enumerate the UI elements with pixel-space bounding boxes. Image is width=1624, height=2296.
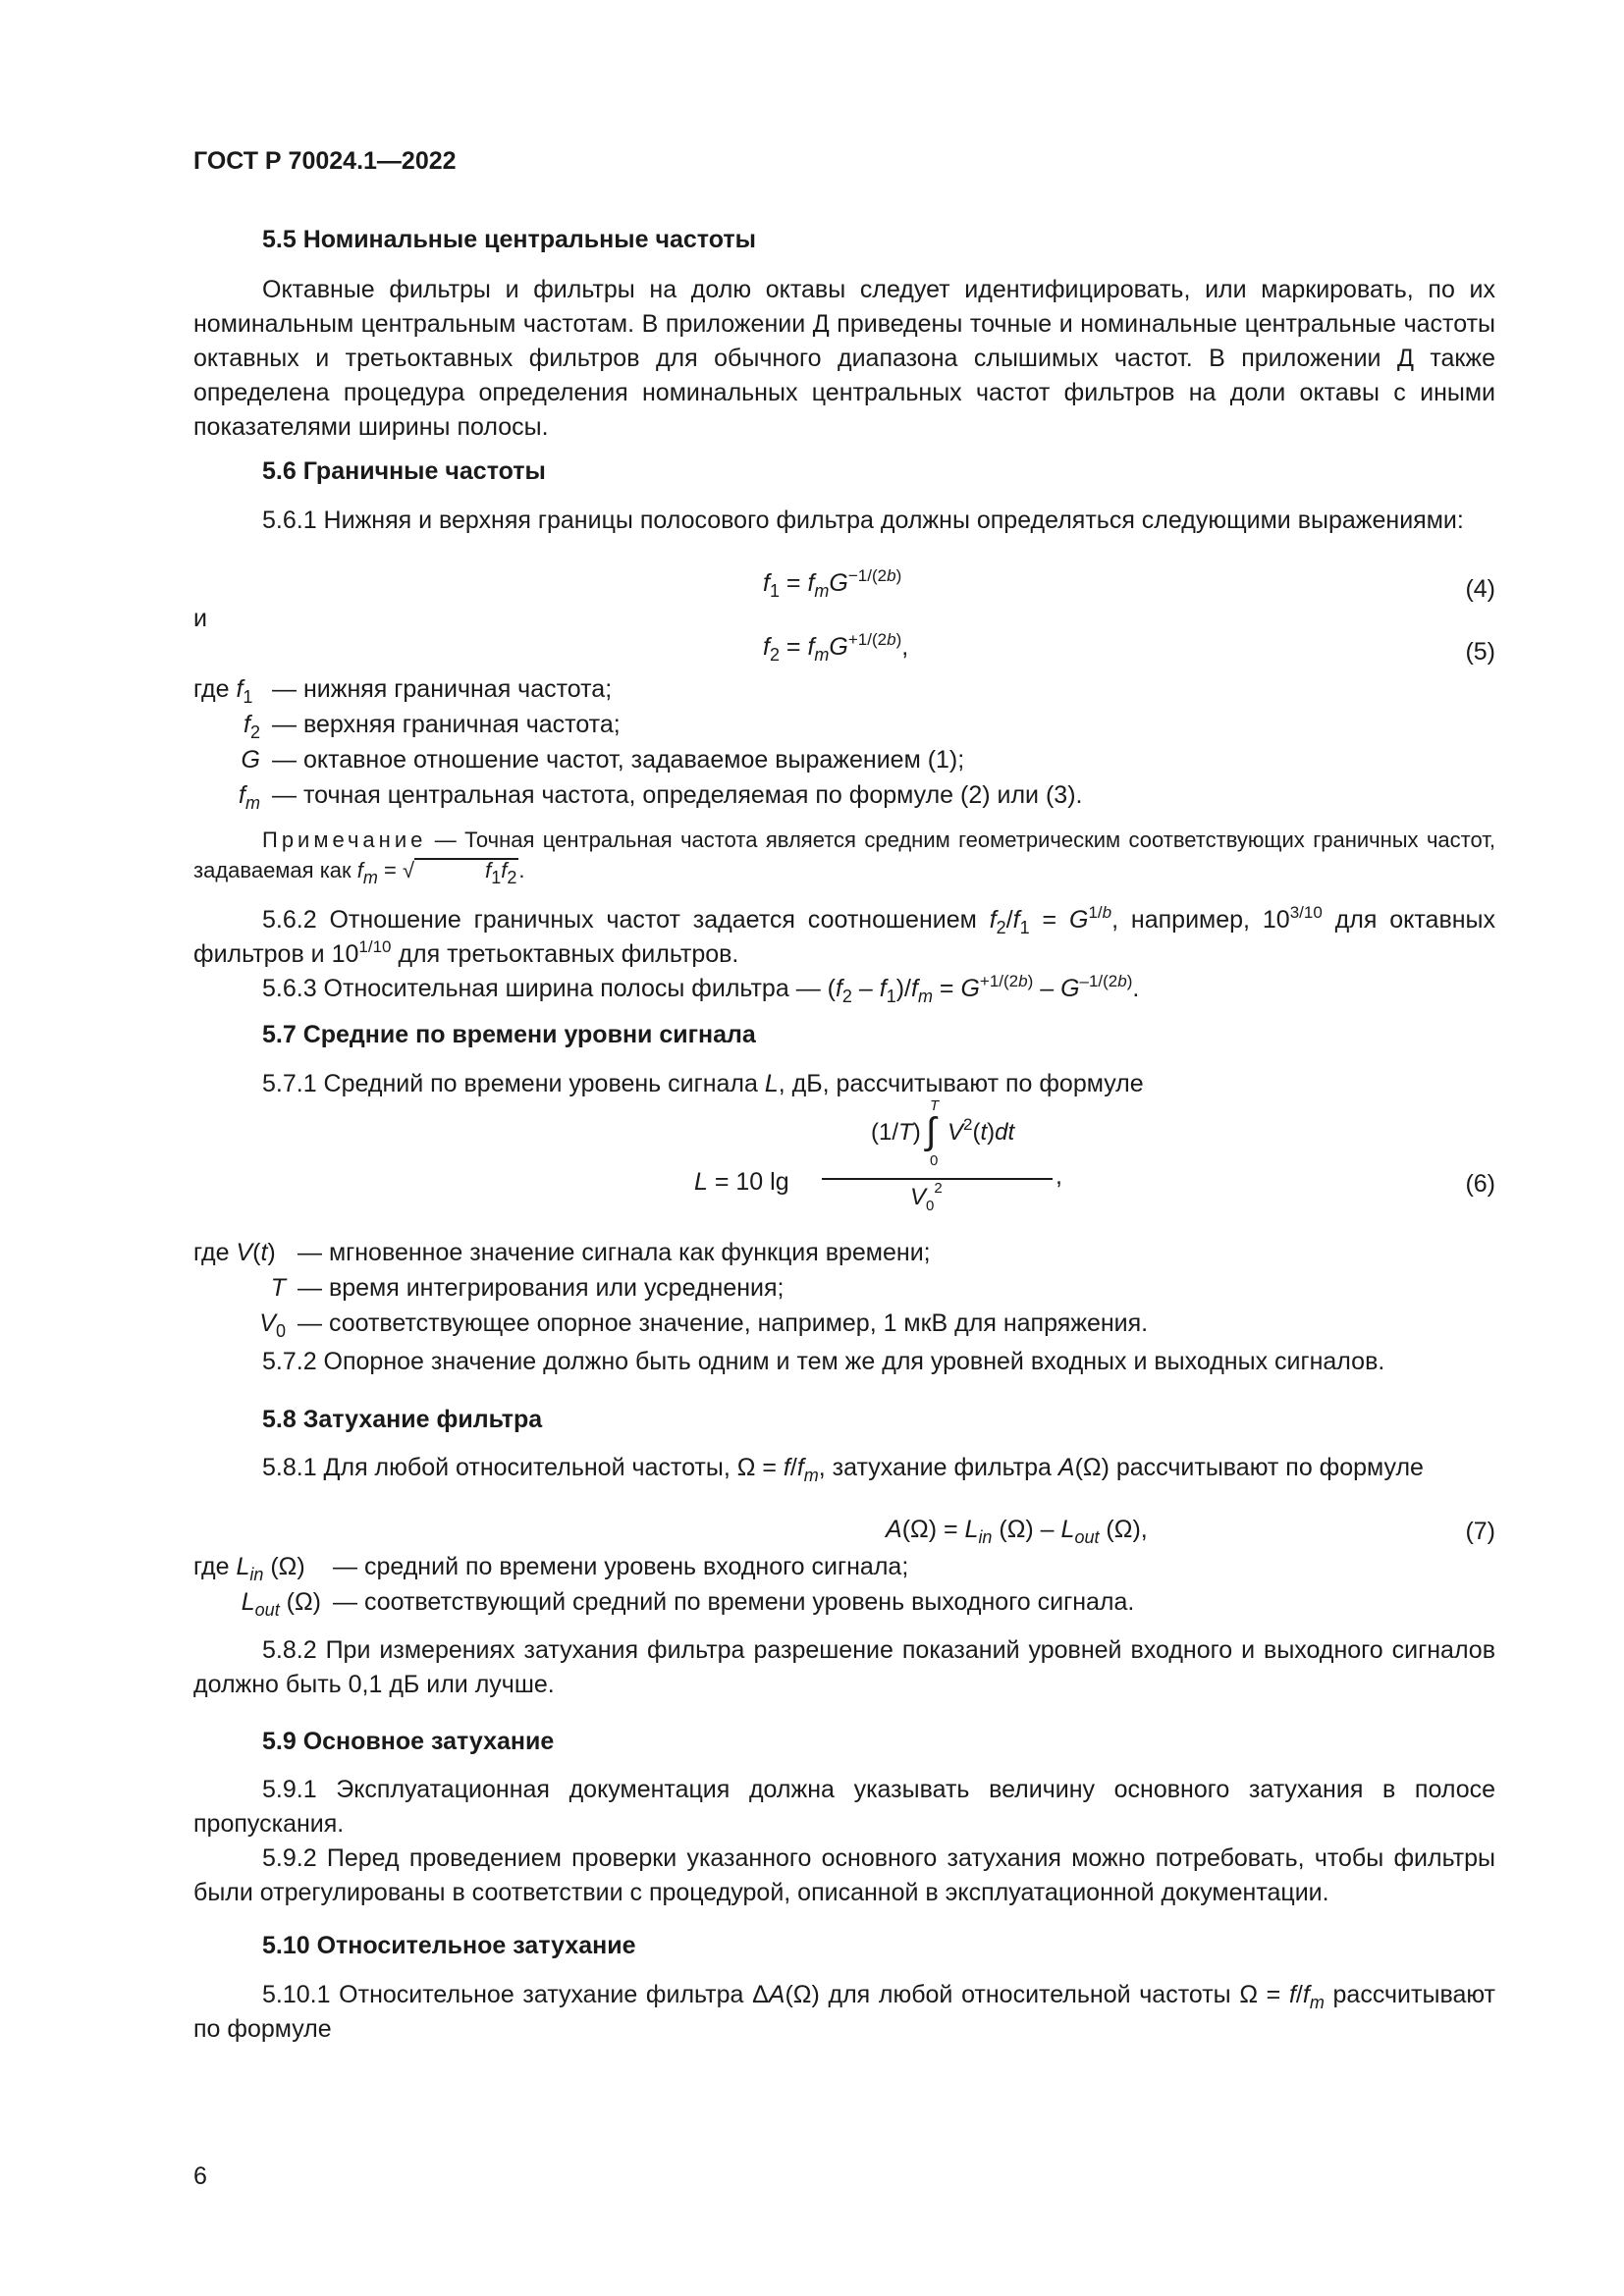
definition-text: — мгновенное значение сигнала как функция времени; [298,1239,931,1266]
section-5-8-1-text: 5.8.1 Для любой относительной частоты, $\Omega = f/f_m$, затухание фильтра A(Ω) рассчитывают по формуле [262,1454,1424,1485]
section-5-5-title: 5.5 Номинальные центральные частоты [262,226,756,253]
section-5-8-title: 5.8 Затухание фильтра [262,1406,543,1433]
definition-symbol: T [270,1274,286,1302]
definition-symbol: G [241,746,260,774]
equation-5-number: (5) [1465,638,1495,666]
section-5-7-title: 5.7 Средние по времени уровни сигнала [262,1021,756,1048]
definition-text: — время интегрирования или усреднения; [298,1274,785,1302]
definition-text: — октавное отношение частот, задаваемое выражением (1); [272,746,965,774]
document-page [193,0,1495,2296]
equation-6: L = 10 lg (1/T) T ∫ 0 $V^2(t)dt$ , $V_0^2$ [694,1097,1062,1214]
section-5-6-note: Примечание — Точная центральная частота является средним геометрическим соответствующих граничных частот, задаваемая как $f_m$ = √ $f_1f_2$. [193,828,1495,887]
section-5-8-2-text: 5.8.2 При измерениях затухания фильтра разрешение показаний уровней входного и выходного сигналов должно быть 0,1 дБ или лучше. [193,1636,1495,1698]
definition-symbol: $f_2$ [244,711,260,742]
section-5-7-2-text: 5.7.2 Опорное значение должно быть одним и тем же для уровней входных и выходных сигналов. [262,1348,1385,1375]
and-word: и [193,605,207,632]
definition-text: — средний по времени уровень входного сигнала; [333,1553,909,1580]
section-5-6-title: 5.6 Граничные частоты [262,457,546,485]
section-5-10-1-text: 5.10.1 Относительное затухание фильтра ΔA(Ω) для любой относительной частоты $\Omega = f/f_m$ рассчитывают по формуле [193,1981,1495,2043]
section-5-9-1-text: 5.9.1 Эксплуатационная документация должна указывать величину основного затухания в полосе пропускания. [193,1776,1495,1838]
definition-symbol: где $L_{in}$ (Ω) [193,1553,305,1584]
definition-symbol: где V(t) [193,1239,276,1266]
definition-text: — точная центральная частота, определяемая по формуле (2) или (3). [272,781,1083,809]
page-number: 6 [193,2163,207,2190]
equation-4-number: (4) [1465,575,1495,603]
definition-symbol: $V_0$ [259,1309,286,1341]
section-5-6-2-text: 5.6.2 Отношение граничных частот задается соотношением $f_2/f_1 = G^{1/b}$, например, $10^{3/10}$ для октавных фильтров и $10^{1/10}$ для третьоктавных фильтров. [193,903,1496,968]
definition-text: — соответствующее опорное значение, например, 1 мкВ для напряжения. [298,1309,1149,1337]
definition-text: — верхняя граничная частота; [272,711,621,738]
equation-4: $f_1 = f_mG^{-1/(2b)}$ [763,566,902,601]
equation-5: $f_2 = f_mG^{+1/(2b)}$, [763,630,909,665]
equation-7-number: (7) [1465,1518,1495,1545]
definition-text: — соответствующий средний по времени уровень выходного сигнала. [333,1588,1135,1616]
section-5-9-2-text: 5.9.2 Перед проведением проверки указанного основного затухания можно потребовать, чтобы фильтры были отрегулированы в соответствии с процедурой, описанной в эксплуатационной документации. [193,1844,1495,1906]
equation-6-number: (6) [1465,1170,1495,1198]
definition-symbol: $L_{out}$ (Ω) [241,1588,321,1620]
section-5-10-title: 5.10 Относительное затухание [262,1932,636,1959]
section-5-5-text: Октавные фильтры и фильтры на долю октавы следует идентифицировать, или маркировать, по их номинальным центральным частотам. В приложении Д приведены точные и номинальные центральные частоты октавных и третьоктавных фильтров для обычного диапазона слышимых частот. В приложении Д также определена процедура определения номинальных центральных частот фильтров на доли октавы с иными показателями ширины полосы. [193,276,1495,441]
definition-text: — нижняя граничная частота; [272,675,613,703]
definition-symbol: где $f_1$ [193,675,253,707]
document-header: ГОСТ Р 70024.1—2022 [193,147,457,175]
section-5-6-3-text: 5.6.3 Относительная ширина полосы фильтра — $(f_2 - f_1)/f_m = G^{+1/(2b)} - G^{-1/(2b)}$. [262,972,1140,1006]
section-5-9-title: 5.9 Основное затухание [262,1728,555,1755]
equation-7: $A(\Omega) = L_{in}$ $(\Omega) - L_{out}$ (Ω), [886,1516,1148,1547]
section-5-7-1-text: 5.7.1 Средний по времени уровень сигнала L, дБ, рассчитывают по формуле [262,1070,1144,1097]
definition-symbol: $f_m$ [239,781,260,813]
section-5-6-1-text: 5.6.1 Нижняя и верхняя границы полосового фильтра должны определяться следующими выражениями: [262,507,1464,534]
